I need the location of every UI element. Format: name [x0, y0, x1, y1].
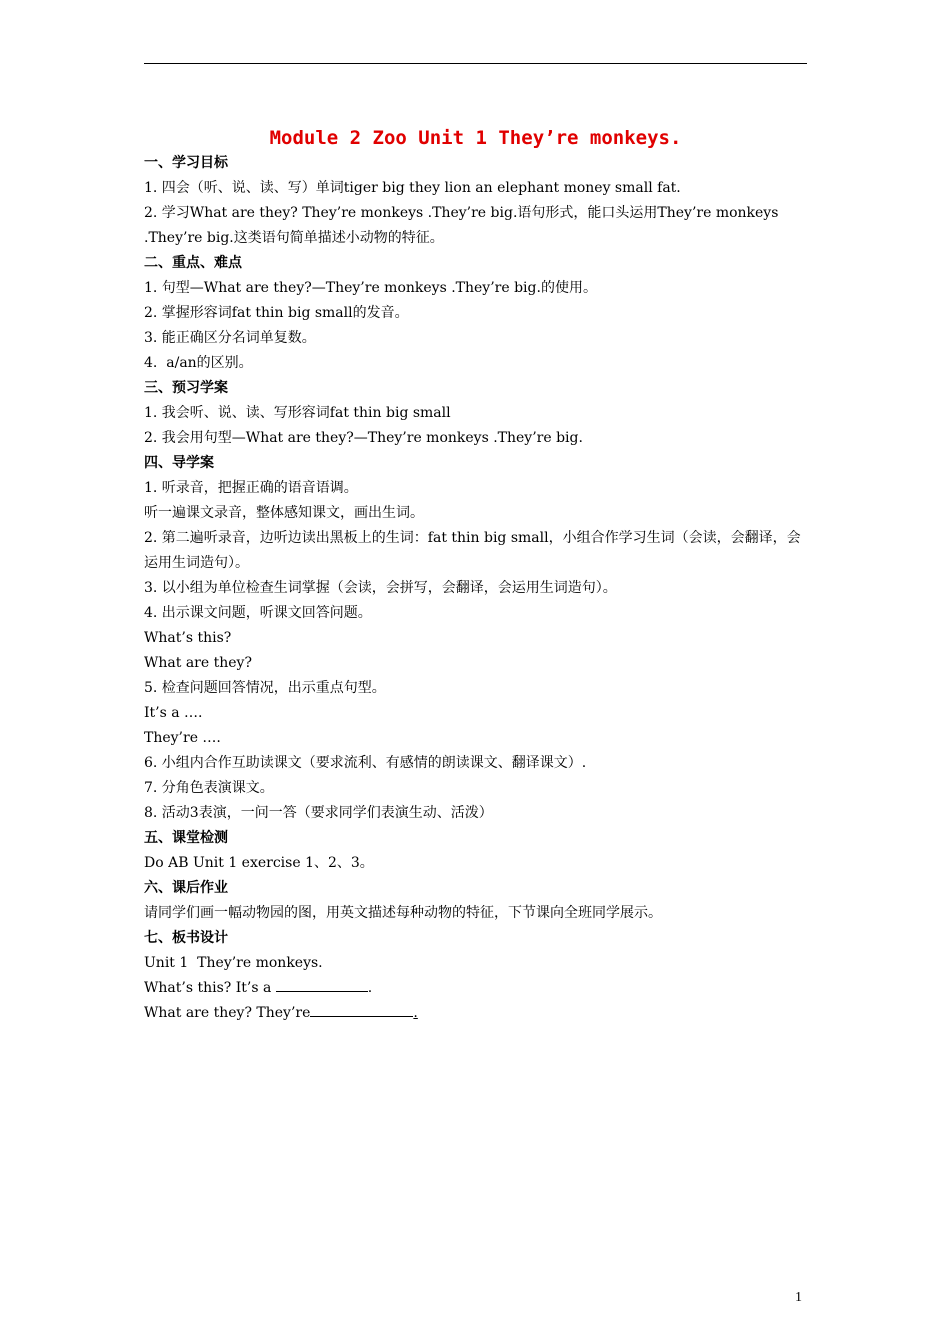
- list-item: What are they?: [144, 655, 252, 671]
- fill-blank: [276, 976, 368, 992]
- list-item: 2. 第二遍听录音，边听边读出黑板上的生词：fat thin big small，小组合作学习生词（会读，会翻译，会运用生词造句）。: [144, 530, 801, 571]
- list-item: 7. 分角色表演课文。: [144, 780, 274, 796]
- fill-blank: [310, 1001, 413, 1017]
- list-item: 1. 听录音，把握正确的语音语调。: [144, 480, 358, 496]
- list-item: 4. a/an的区别。: [144, 355, 253, 371]
- board-text: .: [413, 1005, 418, 1021]
- section-board-design: [144, 926, 807, 1026]
- list-item: 1. 我会听、说、读、写形容词fat thin big small: [144, 405, 451, 421]
- list-item: 2. 我会用句型—What are they?—They’re monkeys .They’re big.: [144, 430, 583, 446]
- list-item: It’s a ….: [144, 705, 203, 721]
- board-text: What are they? They’re: [144, 1005, 311, 1021]
- section-preview: [144, 376, 807, 451]
- list-item: 3. 以小组为单位检查生词掌握（会读，会拼写，会翻译，会运用生词造句）。: [144, 580, 617, 596]
- list-item: 8. 活动3表演，一问一答（要求同学们表演生动、活泼）: [144, 805, 493, 821]
- list-item: 1. 四会（听、说、读、写）单词tiger big they lion an elephant money small fat.: [144, 180, 681, 196]
- list-item: 请同学们画一幅动物园的图，用英文描述每种动物的特征，下节课向全班同学展示。: [144, 905, 662, 921]
- section-heading: 一、学习目标: [144, 155, 228, 171]
- section-heading: 二、重点、难点: [144, 255, 242, 271]
- list-item: Unit 1 They’re monkeys.: [144, 955, 323, 971]
- list-item: They’re ….: [144, 730, 221, 746]
- board-line-theyre: [144, 1001, 807, 1026]
- board-line-its-a: [144, 976, 807, 1001]
- section-heading: 四、导学案: [144, 455, 214, 471]
- list-item: 6. 小组内合作互助读课文（要求流利、有感情的朗读课文、翻译课文）.: [144, 755, 587, 771]
- document-body: [144, 126, 807, 1026]
- section-guide: [144, 451, 807, 826]
- list-item: 听一遍课文录音，整体感知课文，画出生词。: [144, 505, 424, 521]
- list-item: 2. 掌握形容词fat thin big small的发音。: [144, 305, 409, 321]
- page-number: 1: [795, 1290, 802, 1305]
- board-text: What’s this? It’s a: [144, 980, 276, 996]
- section-heading: 五、课堂检测: [144, 830, 228, 846]
- board-text: .: [367, 980, 373, 996]
- section-class-test: [144, 826, 807, 876]
- document-title: Module 2 Zoo Unit 1 They’re monkeys.: [269, 127, 682, 149]
- list-item: 4. 出示课文问题，听课文回答问题。: [144, 605, 372, 621]
- list-item: 5. 检查问题回答情况，出示重点句型。: [144, 680, 386, 696]
- header-rule: [144, 63, 807, 64]
- section-key-points: [144, 251, 807, 376]
- section-heading: 三、预习学案: [144, 380, 228, 396]
- list-item: 1. 句型—What are they?—They’re monkeys .They’re big.的使用。: [144, 280, 597, 296]
- list-item: 2. 学习What are they? They’re monkeys .They’re big.语句形式，能口头运用They’re monkeys .They’re big.这类语句简单描述小动物的特征。: [144, 205, 779, 246]
- section-heading: 七、板书设计: [144, 930, 228, 946]
- section-objectives: [144, 151, 807, 251]
- section-homework: [144, 876, 807, 926]
- list-item: 3. 能正确区分名词单复数。: [144, 330, 316, 346]
- list-item: Do AB Unit 1 exercise 1、2、3。: [144, 855, 374, 871]
- list-item: What’s this?: [144, 630, 232, 646]
- section-heading: 六、课后作业: [144, 880, 228, 896]
